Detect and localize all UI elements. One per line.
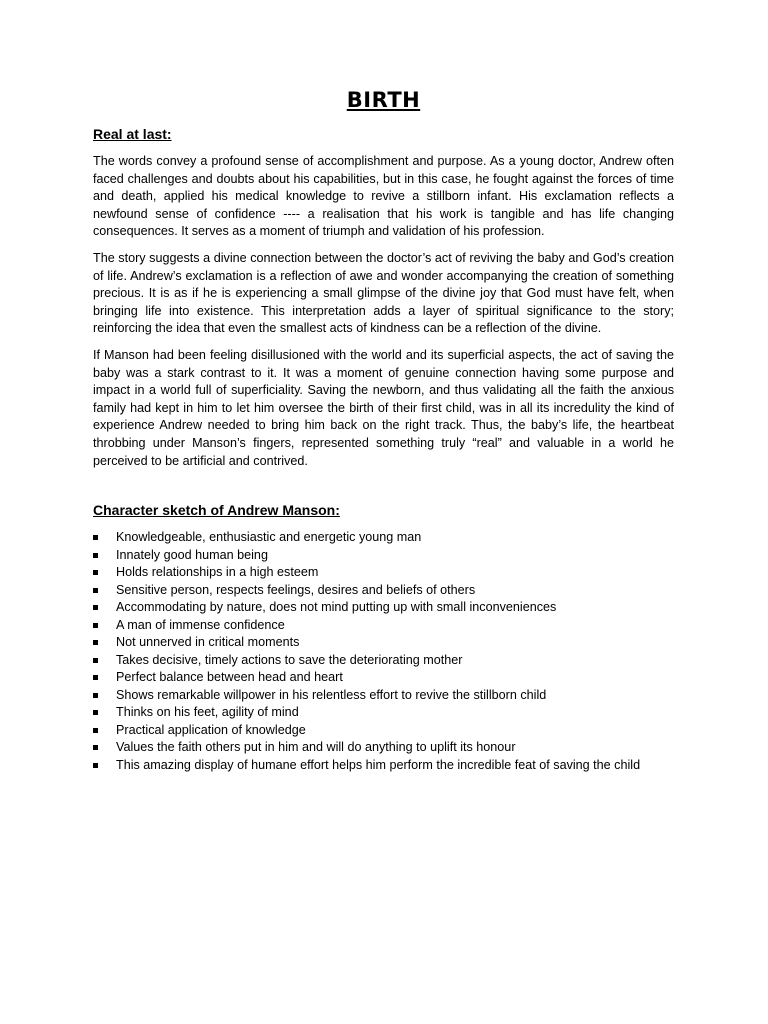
list-item-text: Knowledgeable, enthusiastic and energetic young man <box>116 530 422 545</box>
list-item <box>93 757 674 775</box>
square-bullet-icon <box>93 658 98 663</box>
square-bullet-icon <box>93 763 98 768</box>
list-item <box>93 704 674 722</box>
list-item <box>93 564 674 582</box>
list-item-text: Not unnerved in critical moments <box>116 635 300 650</box>
list-item <box>93 547 674 565</box>
paragraph: If Manson had been feeling disillusioned with the world and its superficial aspects, the act of saving the baby was a stark contrast to it. It was a moment of genuine connection having some purpose and impact in a world full of superficiality. Saving the newborn, and thus validating all the faith the anxious family had kept in him to let him oversee the birth of their first child, was in all its incredulity the kind of experience Andrew needed to bring him back on the right track. Thus, the baby’s life, the heartbeat throbbing under Manson’s fingers, represented something truly “real” and valuable in a world he perceived to be artificial and contrived. <box>93 347 674 468</box>
document-title: BIRTH <box>346 88 421 112</box>
list-item-text: A man of immense confidence <box>116 617 285 632</box>
list-item <box>93 669 674 687</box>
square-bullet-icon <box>93 553 98 558</box>
document-page <box>93 86 674 774</box>
square-bullet-icon <box>93 710 98 715</box>
list-item-text: Thinks on his feet, agility of mind <box>116 705 299 720</box>
section-heading-character-sketch: Character sketch of Andrew Manson: <box>93 502 340 519</box>
list-item <box>93 652 674 670</box>
list-item-text: Perfect balance between head and heart <box>116 670 343 685</box>
list-item-text: Sensitive person, respects feelings, desires and beliefs of others <box>116 582 476 597</box>
list-item <box>93 599 674 617</box>
square-bullet-icon <box>93 728 98 733</box>
square-bullet-icon <box>93 693 98 698</box>
list-item <box>93 582 674 600</box>
list-item-text: Practical application of knowledge <box>116 722 306 737</box>
square-bullet-icon <box>93 745 98 750</box>
list-item-text: Values the faith others put in him and will do anything to uplift its honour <box>116 740 516 755</box>
paragraph: The words convey a profound sense of accomplishment and purpose. As a young doctor, Andrew often faced challenges and doubts about his capabilities, but in this case, he fought against the forces of time and death, applied his medical knowledge to revive a stillborn infant. His exclamation reflects a newfound sense of confidence ---- a realisation that his work is tangible and has life changing consequences. It serves as a moment of triumph and validation of his profession. <box>93 154 674 239</box>
list-item <box>93 722 674 740</box>
square-bullet-icon <box>93 675 98 680</box>
square-bullet-icon <box>93 535 98 540</box>
list-item <box>93 529 674 547</box>
section-heading-real-at-last: Real at last: <box>93 126 172 142</box>
square-bullet-icon <box>93 588 98 593</box>
list-item-text: Shows remarkable willpower in his relentless effort to revive the stillborn child <box>116 687 547 702</box>
paragraph: The story suggests a divine connection between the doctor’s act of reviving the baby and God’s creation of life. Andrew’s exclamation is a reflection of awe and wonder accompanying the creation of something precious. It is as if he is experiencing a small glimpse of the divine joy that God must have felt, when bringing life into existence. This interpretation adds a layer of spiritual significance to the story; reinforcing the idea that even the smallest acts of kindness can be a reflection of the divine. <box>93 250 674 336</box>
section-spacer <box>93 479 674 501</box>
list-item-text: Accommodating by nature, does not mind putting up with small inconveniences <box>116 600 557 615</box>
square-bullet-icon <box>93 570 98 575</box>
list-item-text: Takes decisive, timely actions to save the deteriorating mother <box>116 652 463 667</box>
list-item-text: Holds relationships in a high esteem <box>116 565 319 580</box>
list-item-text: Innately good human being <box>116 547 268 562</box>
square-bullet-icon <box>93 623 98 628</box>
square-bullet-icon <box>93 605 98 610</box>
list-item <box>93 617 674 635</box>
list-item-text: This amazing display of humane effort helps him perform the incredible feat of saving the child <box>116 757 641 772</box>
character-traits-list <box>93 529 674 774</box>
list-item <box>93 739 674 757</box>
list-item <box>93 687 674 705</box>
list-item <box>93 634 674 652</box>
square-bullet-icon <box>93 640 98 645</box>
